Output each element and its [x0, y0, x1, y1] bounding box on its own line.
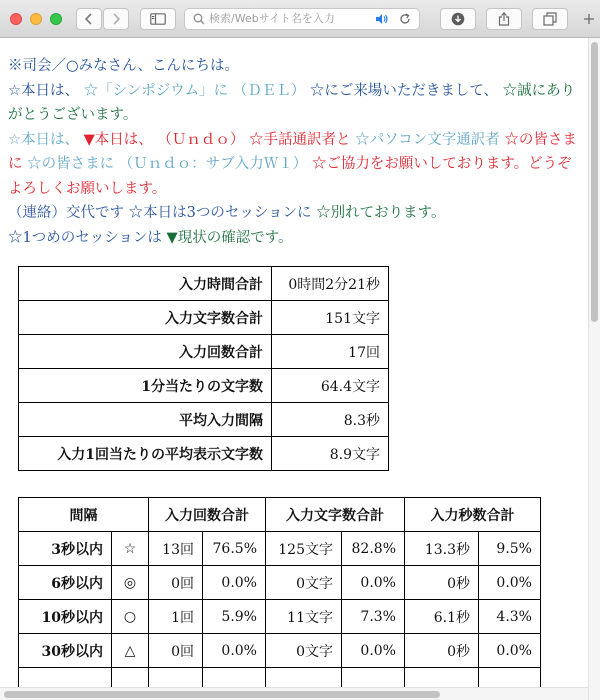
tabs-overview-button[interactable] — [532, 8, 568, 30]
summary-label: 入力回数合計 — [19, 335, 272, 369]
transcript-segment: ☆「シンポジウム」に — [83, 82, 229, 99]
transcript-segment: ☆パソコン文字通訳者 — [355, 131, 500, 148]
reload-icon[interactable] — [399, 13, 411, 25]
chars-cell: 0文字 — [266, 634, 342, 668]
interval-symbol: ◎ — [112, 566, 149, 600]
count-cell: 0回 — [149, 634, 203, 668]
share-button[interactable] — [486, 8, 522, 30]
new-tab-icon — [583, 13, 595, 25]
transcript-segment: （Ｕｎｄｏ：サブ入力Ｗ１） — [118, 156, 308, 172]
interval-symbol: ☆ — [112, 532, 149, 566]
chars-pct-cell: 82.8% — [342, 532, 405, 566]
back-button[interactable] — [76, 8, 102, 30]
secs-pct-cell: 9.5% — [479, 532, 541, 566]
speaker-icon[interactable] — [375, 13, 389, 25]
column-header: 間隔 — [19, 498, 149, 532]
minimize-window-button[interactable] — [30, 13, 42, 25]
interval-label: 10秒以内 — [19, 600, 112, 634]
summary-table — [18, 266, 389, 471]
transcript-segment: ☆本日は3つのセッションに — [128, 205, 312, 221]
table-row — [19, 532, 541, 566]
summary-label: 平均入力間隔 — [19, 403, 272, 437]
summary-value: 8.9文字 — [272, 437, 389, 471]
transcript-segment: ※司会／ — [8, 58, 66, 74]
transcript-segment: ▼現状の確認です。 — [166, 229, 293, 246]
transcript-segment: （ＤＥＬ） — [232, 82, 306, 99]
secs-pct-cell: 4.3% — [479, 600, 541, 634]
forward-button[interactable] — [103, 8, 129, 30]
vertical-scroll-thumb[interactable] — [591, 42, 598, 322]
transcript-segment: ☆本日は、 — [8, 131, 79, 148]
table-row — [19, 437, 389, 471]
summary-value: 151文字 — [272, 301, 389, 335]
interval-table — [18, 497, 541, 700]
transcript-segment: ☆1つめのセッションは — [8, 229, 162, 246]
transcript-segment: ☆別れております。 — [316, 205, 446, 221]
summary-value: 0時間2分21秒 — [272, 267, 389, 301]
chars-cell: 11文字 — [266, 600, 342, 634]
transcript-text — [8, 54, 578, 250]
zoom-window-button[interactable] — [50, 13, 62, 25]
summary-label: 1分当たりの文字数 — [19, 369, 272, 403]
summary-value: 64.4文字 — [272, 369, 389, 403]
chars-pct-cell: 0.0% — [342, 634, 405, 668]
interval-label: 3秒以内 — [19, 532, 112, 566]
count-cell: 1回 — [149, 600, 203, 634]
summary-label: 入力文字数合計 — [19, 301, 272, 335]
table-header-row — [19, 498, 541, 532]
column-header: 入力文字数合計 — [266, 498, 405, 532]
title-bar — [0, 0, 600, 38]
chars-cell: 125文字 — [266, 532, 342, 566]
transcript-segment: ☆にご来場いただきまして、 — [309, 82, 499, 99]
secs-cell: 0秒 — [405, 566, 479, 600]
share-icon — [498, 12, 510, 26]
summary-label: 入力時間合計 — [19, 267, 272, 301]
transcript-segment: ☆本日は、 — [8, 82, 79, 99]
sidebar-button[interactable] — [140, 8, 176, 30]
table-row — [19, 566, 541, 600]
downloads-button[interactable] — [440, 8, 476, 30]
count-pct-cell: 0.0% — [203, 634, 266, 668]
table-row — [19, 600, 541, 634]
horizontal-scroll-thumb[interactable] — [4, 691, 440, 698]
table-row — [19, 403, 389, 437]
summary-value: 8.3秒 — [272, 403, 389, 437]
tabs-icon — [543, 12, 557, 26]
secs-pct-cell: 0.0% — [479, 634, 541, 668]
transcript-segment: ☆の皆さまに — [27, 156, 115, 172]
count-cell: 0回 — [149, 566, 203, 600]
transcript-segment: ☆誠にありがとうございます。 — [8, 82, 576, 123]
transcript-segment: ☆の皆さまに — [8, 131, 577, 172]
column-header: 入力秒数合計 — [405, 498, 541, 532]
secs-pct-cell: 0.0% — [479, 566, 541, 600]
table-row — [19, 634, 541, 668]
interval-symbol: ○ — [112, 600, 149, 634]
summary-value: 17回 — [272, 335, 389, 369]
transcript-segment: （連絡）交代です — [8, 205, 124, 221]
interval-label: 30秒以内 — [19, 634, 112, 668]
back-icon — [84, 13, 94, 25]
page-content — [0, 38, 588, 700]
chars-pct-cell: 7.3% — [342, 600, 405, 634]
table-row — [19, 335, 389, 369]
transcript-segment: ▼本日は、 — [83, 131, 153, 148]
transcript-segment: ☆手話通訳者と — [248, 131, 351, 148]
transcript-segment: ☆ご協力をお願いしております。どうぞよろしくお願いします。 — [8, 156, 572, 197]
table-row — [19, 369, 389, 403]
summary-label: 入力1回当たりの平均表示文字数 — [19, 437, 272, 471]
secs-cell: 6.1秒 — [405, 600, 479, 634]
close-window-button[interactable] — [10, 13, 22, 25]
chars-pct-cell: 0.0% — [342, 566, 405, 600]
count-pct-cell: 76.5% — [203, 532, 266, 566]
new-tab-button[interactable] — [578, 8, 600, 30]
column-header: 入力回数合計 — [149, 498, 266, 532]
count-cell: 13回 — [149, 532, 203, 566]
secs-cell: 13.3秒 — [405, 532, 479, 566]
vertical-scrollbar[interactable] — [588, 38, 600, 700]
interval-label: 6秒以内 — [19, 566, 112, 600]
table-row — [19, 301, 389, 335]
horizontal-scrollbar[interactable] — [0, 687, 588, 700]
search-icon — [193, 13, 205, 25]
interval-symbol: △ — [112, 634, 149, 668]
secs-cell: 0秒 — [405, 634, 479, 668]
address-bar[interactable] — [184, 8, 420, 30]
table-row — [19, 267, 389, 301]
transcript-segment: （Ｕｎｄｏ） — [157, 131, 245, 148]
sidebar-icon — [150, 13, 166, 25]
download-icon — [451, 12, 465, 26]
transcript-segment: ○みなさん、こんにちは。 — [66, 58, 240, 74]
count-pct-cell: 0.0% — [203, 566, 266, 600]
forward-icon — [111, 13, 121, 25]
chars-cell: 0文字 — [266, 566, 342, 600]
address-placeholder: 検索/Webサイト名を入力 — [209, 12, 335, 25]
count-pct-cell: 5.9% — [203, 600, 266, 634]
